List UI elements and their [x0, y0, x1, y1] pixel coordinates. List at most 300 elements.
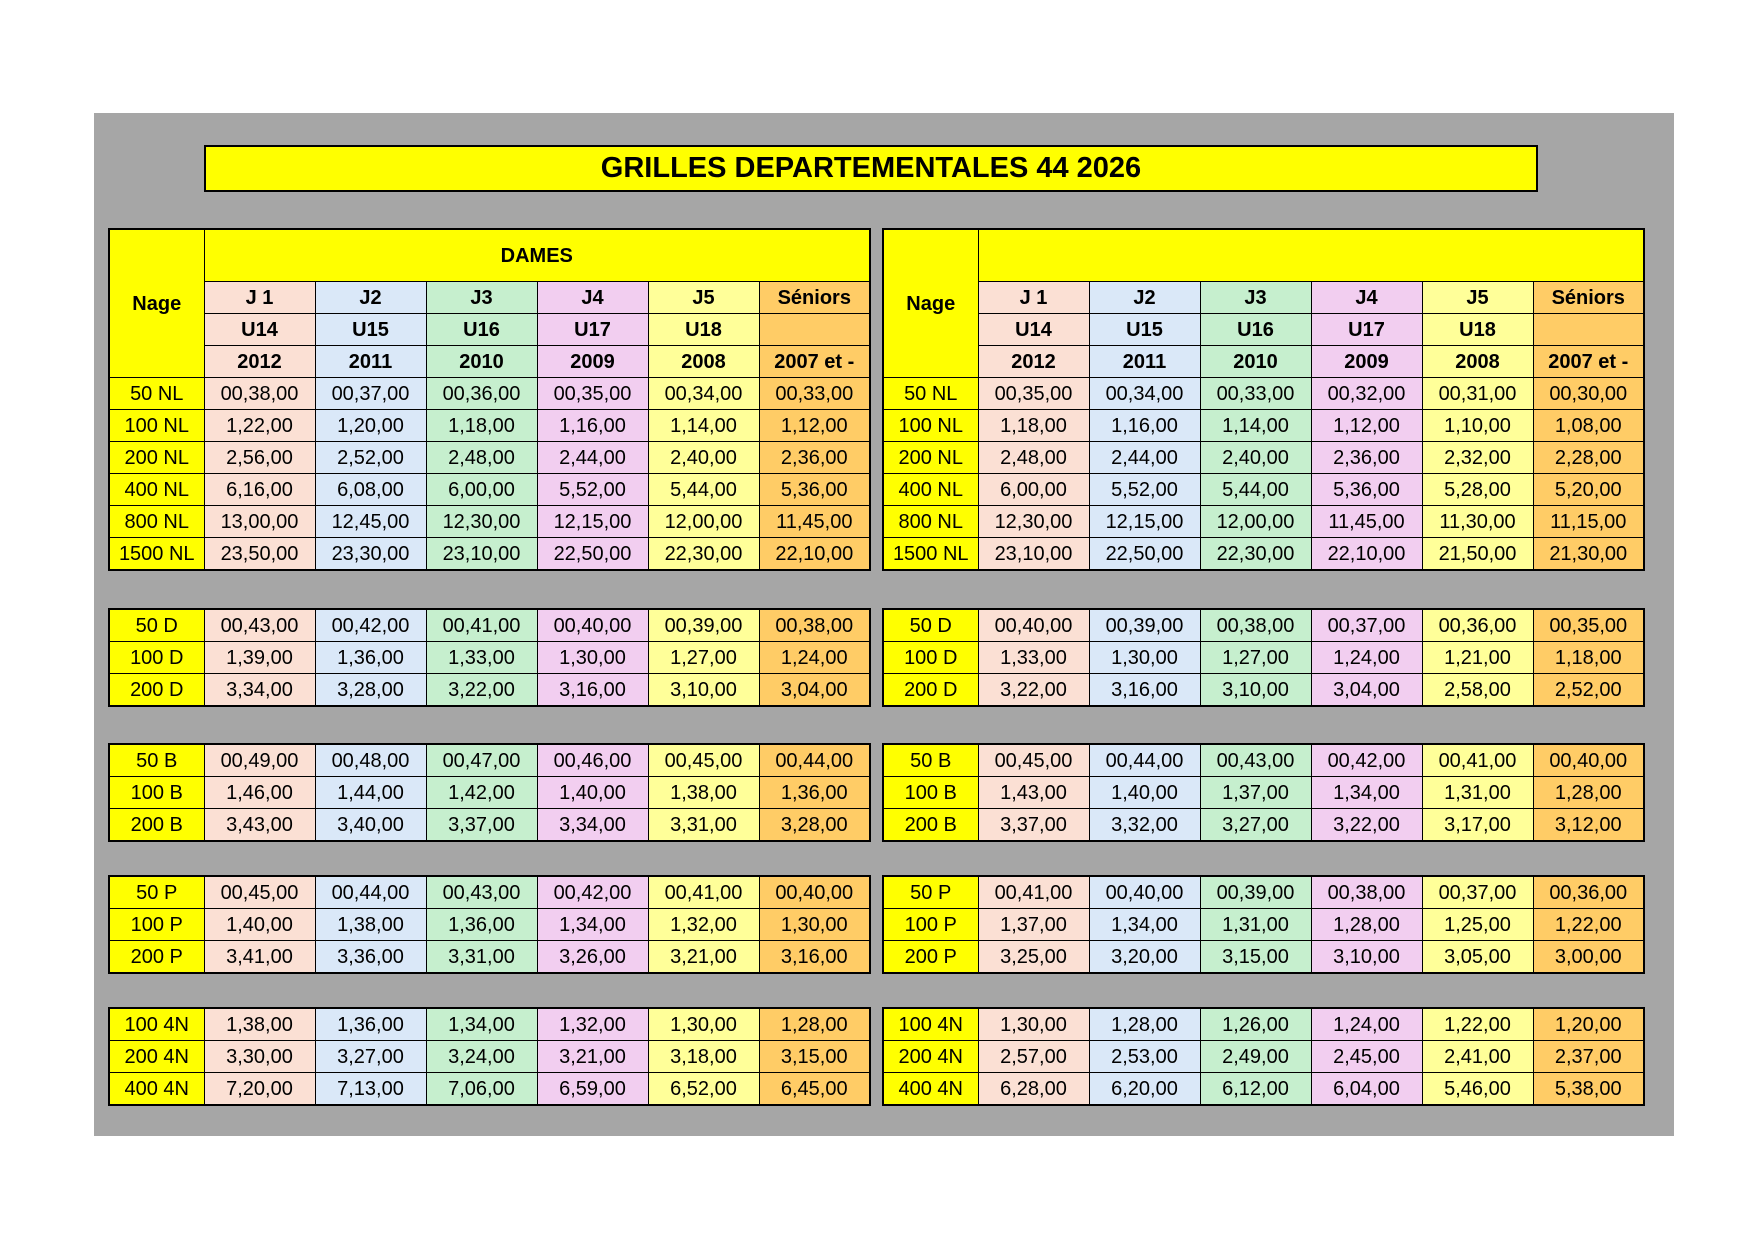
table-row [883, 474, 1644, 506]
time-cell: 1,31,00 [1200, 909, 1311, 941]
time-cell: 1,14,00 [1200, 410, 1311, 442]
nage-label: 100 4N [109, 1008, 204, 1041]
time-cell: 00,47,00 [426, 744, 537, 777]
time-cell: 1,24,00 [1311, 1008, 1422, 1041]
time-cell: 2,57,00 [978, 1041, 1089, 1073]
time-cell: 3,22,00 [1311, 809, 1422, 842]
column-header-u: U18 [1422, 314, 1533, 346]
table-row [883, 1073, 1644, 1106]
column-header-u: U18 [648, 314, 759, 346]
table-row [883, 1041, 1644, 1073]
time-cell: 00,42,00 [1311, 744, 1422, 777]
time-cell: 00,32,00 [1311, 378, 1422, 410]
time-cell: 00,42,00 [315, 609, 426, 642]
right-table-group-1 [882, 608, 1645, 707]
table-row [109, 876, 870, 909]
time-cell: 5,46,00 [1422, 1073, 1533, 1106]
time-cell: 1,43,00 [978, 777, 1089, 809]
table-row [109, 809, 870, 842]
time-cell: 23,50,00 [204, 538, 315, 571]
page-title: GRILLES DEPARTEMENTALES 44 2026 [204, 145, 1538, 192]
time-cell: 5,38,00 [1533, 1073, 1644, 1106]
time-cell: 6,59,00 [537, 1073, 648, 1106]
time-cell: 3,26,00 [537, 941, 648, 974]
time-cell: 5,44,00 [648, 474, 759, 506]
time-cell: 1,22,00 [204, 410, 315, 442]
time-cell: 1,33,00 [978, 642, 1089, 674]
time-cell: 12,00,00 [648, 506, 759, 538]
time-cell: 00,41,00 [648, 876, 759, 909]
time-cell: 3,18,00 [648, 1041, 759, 1073]
time-cell: 5,52,00 [1089, 474, 1200, 506]
nage-label: 100 P [883, 909, 978, 941]
time-cell: 1,14,00 [648, 410, 759, 442]
table-row [883, 941, 1644, 974]
column-header-year: 2012 [204, 346, 315, 378]
time-cell: 2,52,00 [1533, 674, 1644, 707]
time-cell: 00,38,00 [759, 609, 870, 642]
time-cell: 6,00,00 [978, 474, 1089, 506]
nage-label: 200 4N [883, 1041, 978, 1073]
nage-label: 50 NL [109, 378, 204, 410]
time-cell: 00,36,00 [1422, 609, 1533, 642]
table-row [883, 777, 1644, 809]
time-cell: 23,10,00 [426, 538, 537, 571]
time-cell: 00,41,00 [978, 876, 1089, 909]
time-cell: 1,40,00 [537, 777, 648, 809]
time-cell: 3,36,00 [315, 941, 426, 974]
nage-label: 800 NL [883, 506, 978, 538]
time-cell: 1,36,00 [426, 909, 537, 941]
nage-label: 200 P [883, 941, 978, 974]
time-cell: 6,52,00 [648, 1073, 759, 1106]
column-header-j: Séniors [1533, 282, 1644, 314]
time-cell: 1,37,00 [978, 909, 1089, 941]
time-cell: 3,17,00 [1422, 809, 1533, 842]
column-header-j: J 1 [204, 282, 315, 314]
time-cell: 22,50,00 [537, 538, 648, 571]
table-row [109, 777, 870, 809]
time-cell: 12,30,00 [426, 506, 537, 538]
nage-label: 1500 NL [109, 538, 204, 571]
time-cell: 2,32,00 [1422, 442, 1533, 474]
table-row [883, 744, 1644, 777]
time-cell: 1,32,00 [648, 909, 759, 941]
time-cell: 3,40,00 [315, 809, 426, 842]
time-cell: 1,40,00 [1089, 777, 1200, 809]
time-cell: 00,40,00 [537, 609, 648, 642]
time-cell: 6,12,00 [1200, 1073, 1311, 1106]
nage-label: 50 B [883, 744, 978, 777]
time-cell: 3,31,00 [426, 941, 537, 974]
nage-label: 400 NL [883, 474, 978, 506]
time-cell: 12,15,00 [1089, 506, 1200, 538]
time-cell: 7,13,00 [315, 1073, 426, 1106]
table-row [883, 410, 1644, 442]
time-cell: 3,21,00 [537, 1041, 648, 1073]
nage-label: 100 P [109, 909, 204, 941]
time-cell: 1,22,00 [1533, 909, 1644, 941]
time-cell: 00,38,00 [1200, 609, 1311, 642]
nage-label: 200 D [109, 674, 204, 707]
time-cell: 2,52,00 [315, 442, 426, 474]
time-cell: 2,45,00 [1311, 1041, 1422, 1073]
nage-label: 50 D [883, 609, 978, 642]
time-cell: 1,20,00 [315, 410, 426, 442]
time-cell: 6,16,00 [204, 474, 315, 506]
time-cell: 1,34,00 [426, 1008, 537, 1041]
column-header-u [759, 314, 870, 346]
time-cell: 1,28,00 [1533, 777, 1644, 809]
time-cell: 21,30,00 [1533, 538, 1644, 571]
time-cell: 1,10,00 [1422, 410, 1533, 442]
column-header-year: 2009 [1311, 346, 1422, 378]
time-cell: 00,43,00 [204, 609, 315, 642]
nage-label: 50 NL [883, 378, 978, 410]
table-row [109, 674, 870, 707]
time-cell: 3,16,00 [1089, 674, 1200, 707]
time-cell: 1,34,00 [1089, 909, 1200, 941]
time-cell: 3,43,00 [204, 809, 315, 842]
column-header-j: J3 [1200, 282, 1311, 314]
table-row [883, 378, 1644, 410]
table-row [883, 442, 1644, 474]
time-cell: 1,42,00 [426, 777, 537, 809]
time-cell: 2,49,00 [1200, 1041, 1311, 1073]
table-row [883, 642, 1644, 674]
column-header-year: 2011 [1089, 346, 1200, 378]
time-cell: 00,34,00 [648, 378, 759, 410]
nage-label: 1500 NL [883, 538, 978, 571]
time-cell: 00,31,00 [1422, 378, 1533, 410]
right-table-group-2 [882, 743, 1645, 842]
time-cell: 1,27,00 [648, 642, 759, 674]
table-row [109, 1008, 870, 1041]
time-cell: 3,28,00 [315, 674, 426, 707]
time-cell: 00,30,00 [1533, 378, 1644, 410]
right-table-group-4 [882, 1007, 1645, 1106]
time-cell: 00,39,00 [648, 609, 759, 642]
time-cell: 5,36,00 [1311, 474, 1422, 506]
nage-label: 200 P [109, 941, 204, 974]
time-cell: 2,48,00 [426, 442, 537, 474]
column-header-year: 2008 [648, 346, 759, 378]
time-cell: 1,25,00 [1422, 909, 1533, 941]
time-cell: 00,39,00 [1200, 876, 1311, 909]
time-cell: 3,37,00 [426, 809, 537, 842]
nage-label: 200 NL [883, 442, 978, 474]
time-cell: 2,28,00 [1533, 442, 1644, 474]
left-table-group-1 [108, 608, 871, 707]
table-row [109, 474, 870, 506]
time-cell: 3,15,00 [759, 1041, 870, 1073]
time-cell: 00,46,00 [537, 744, 648, 777]
time-cell: 2,44,00 [537, 442, 648, 474]
left-table-nl [108, 228, 871, 571]
column-header-year: 2009 [537, 346, 648, 378]
time-cell: 3,04,00 [1311, 674, 1422, 707]
nage-label: 200 NL [109, 442, 204, 474]
right-table-nl [882, 228, 1645, 571]
time-cell: 1,28,00 [759, 1008, 870, 1041]
column-header-j: J3 [426, 282, 537, 314]
time-cell: 11,15,00 [1533, 506, 1644, 538]
time-cell: 1,24,00 [1311, 642, 1422, 674]
time-cell: 1,39,00 [204, 642, 315, 674]
time-cell: 1,30,00 [978, 1008, 1089, 1041]
column-header-year: 2011 [315, 346, 426, 378]
time-cell: 00,43,00 [426, 876, 537, 909]
time-cell: 3,16,00 [537, 674, 648, 707]
nage-label: 50 D [109, 609, 204, 642]
table-row [109, 1073, 870, 1106]
table-row [883, 538, 1644, 571]
nage-header: Nage [109, 229, 204, 378]
time-cell: 3,41,00 [204, 941, 315, 974]
time-cell: 12,15,00 [537, 506, 648, 538]
column-header-j: J4 [537, 282, 648, 314]
time-cell: 1,28,00 [1089, 1008, 1200, 1041]
time-cell: 00,34,00 [1089, 378, 1200, 410]
time-cell: 1,12,00 [759, 410, 870, 442]
time-cell: 1,34,00 [1311, 777, 1422, 809]
time-cell: 3,37,00 [978, 809, 1089, 842]
column-header-year: 2010 [426, 346, 537, 378]
column-header-j: J5 [1422, 282, 1533, 314]
right-gender-header [978, 229, 1644, 282]
left-table-group-2 [108, 743, 871, 842]
table-row [109, 506, 870, 538]
time-cell: 3,25,00 [978, 941, 1089, 974]
time-cell: 3,16,00 [759, 941, 870, 974]
time-cell: 2,36,00 [1311, 442, 1422, 474]
table-row [109, 642, 870, 674]
time-cell: 1,38,00 [648, 777, 759, 809]
time-cell: 1,30,00 [537, 642, 648, 674]
time-cell: 5,52,00 [537, 474, 648, 506]
nage-label: 100 B [883, 777, 978, 809]
time-cell: 3,21,00 [648, 941, 759, 974]
table-row [109, 378, 870, 410]
time-cell: 3,04,00 [759, 674, 870, 707]
table-row [883, 876, 1644, 909]
nage-label: 400 4N [883, 1073, 978, 1106]
time-cell: 2,44,00 [1089, 442, 1200, 474]
time-cell: 12,00,00 [1200, 506, 1311, 538]
table-row [109, 442, 870, 474]
time-cell: 2,41,00 [1422, 1041, 1533, 1073]
nage-label: 50 P [109, 876, 204, 909]
time-cell: 3,27,00 [1200, 809, 1311, 842]
time-cell: 12,30,00 [978, 506, 1089, 538]
time-cell: 22,50,00 [1089, 538, 1200, 571]
time-cell: 3,22,00 [978, 674, 1089, 707]
time-cell: 1,30,00 [759, 909, 870, 941]
table-row [109, 410, 870, 442]
time-cell: 1,16,00 [1089, 410, 1200, 442]
column-header-u: U14 [204, 314, 315, 346]
time-cell: 00,44,00 [759, 744, 870, 777]
time-cell: 1,27,00 [1200, 642, 1311, 674]
table-row [883, 674, 1644, 707]
column-header-j: J 1 [978, 282, 1089, 314]
time-cell: 5,36,00 [759, 474, 870, 506]
time-cell: 00,40,00 [1089, 876, 1200, 909]
table-row [109, 1041, 870, 1073]
time-cell: 7,06,00 [426, 1073, 537, 1106]
time-cell: 2,48,00 [978, 442, 1089, 474]
time-cell: 7,20,00 [204, 1073, 315, 1106]
time-cell: 1,28,00 [1311, 909, 1422, 941]
right-table-group-3 [882, 875, 1645, 974]
time-cell: 00,35,00 [978, 378, 1089, 410]
time-cell: 2,40,00 [648, 442, 759, 474]
time-cell: 22,10,00 [1311, 538, 1422, 571]
column-header-u: U17 [1311, 314, 1422, 346]
time-cell: 1,38,00 [315, 909, 426, 941]
table-row [883, 909, 1644, 941]
time-cell: 1,36,00 [759, 777, 870, 809]
nage-label: 100 D [109, 642, 204, 674]
column-header-j: J4 [1311, 282, 1422, 314]
nage-label: 50 B [109, 744, 204, 777]
time-cell: 3,12,00 [1533, 809, 1644, 842]
time-cell: 1,33,00 [426, 642, 537, 674]
time-cell: 00,44,00 [1089, 744, 1200, 777]
time-cell: 2,58,00 [1422, 674, 1533, 707]
time-cell: 00,40,00 [978, 609, 1089, 642]
time-cell: 3,05,00 [1422, 941, 1533, 974]
time-cell: 00,40,00 [759, 876, 870, 909]
column-header-j: J2 [315, 282, 426, 314]
nage-label: 100 D [883, 642, 978, 674]
time-cell: 11,45,00 [1311, 506, 1422, 538]
time-cell: 22,10,00 [759, 538, 870, 571]
time-cell: 00,42,00 [537, 876, 648, 909]
left-table-group-4 [108, 1007, 871, 1106]
time-cell: 1,08,00 [1533, 410, 1644, 442]
time-cell: 00,41,00 [426, 609, 537, 642]
time-cell: 3,34,00 [204, 674, 315, 707]
time-cell: 6,08,00 [315, 474, 426, 506]
table-row [109, 538, 870, 571]
time-cell: 22,30,00 [1200, 538, 1311, 571]
sheet-background [94, 113, 1674, 1136]
nage-label: 200 D [883, 674, 978, 707]
nage-label: 100 NL [109, 410, 204, 442]
time-cell: 6,45,00 [759, 1073, 870, 1106]
time-cell: 2,37,00 [1533, 1041, 1644, 1073]
time-cell: 6,04,00 [1311, 1073, 1422, 1106]
time-cell: 11,30,00 [1422, 506, 1533, 538]
time-cell: 00,33,00 [1200, 378, 1311, 410]
time-cell: 11,45,00 [759, 506, 870, 538]
time-cell: 1,18,00 [426, 410, 537, 442]
left-gender-header: DAMES [204, 229, 870, 282]
column-header-j: J5 [648, 282, 759, 314]
table-row [109, 609, 870, 642]
column-header-j: Séniors [759, 282, 870, 314]
column-header-u: U16 [426, 314, 537, 346]
time-cell: 00,35,00 [537, 378, 648, 410]
time-cell: 00,35,00 [1533, 609, 1644, 642]
time-cell: 00,37,00 [1311, 609, 1422, 642]
time-cell: 1,36,00 [315, 642, 426, 674]
time-cell: 3,24,00 [426, 1041, 537, 1073]
table-row [109, 909, 870, 941]
time-cell: 00,37,00 [1422, 876, 1533, 909]
time-cell: 1,46,00 [204, 777, 315, 809]
time-cell: 1,30,00 [1089, 642, 1200, 674]
time-cell: 13,00,00 [204, 506, 315, 538]
time-cell: 00,45,00 [204, 876, 315, 909]
time-cell: 00,36,00 [1533, 876, 1644, 909]
time-cell: 22,30,00 [648, 538, 759, 571]
time-cell: 1,12,00 [1311, 410, 1422, 442]
time-cell: 00,38,00 [204, 378, 315, 410]
time-cell: 3,10,00 [648, 674, 759, 707]
column-header-u: U16 [1200, 314, 1311, 346]
time-cell: 2,40,00 [1200, 442, 1311, 474]
time-cell: 23,30,00 [315, 538, 426, 571]
time-cell: 1,40,00 [204, 909, 315, 941]
time-cell: 00,43,00 [1200, 744, 1311, 777]
time-cell: 00,38,00 [1311, 876, 1422, 909]
time-cell: 00,33,00 [759, 378, 870, 410]
time-cell: 00,36,00 [426, 378, 537, 410]
time-cell: 00,39,00 [1089, 609, 1200, 642]
time-cell: 3,27,00 [315, 1041, 426, 1073]
time-cell: 1,24,00 [759, 642, 870, 674]
column-header-year: 2012 [978, 346, 1089, 378]
column-header-u: U14 [978, 314, 1089, 346]
time-cell: 3,10,00 [1311, 941, 1422, 974]
time-cell: 21,50,00 [1422, 538, 1533, 571]
time-cell: 00,44,00 [315, 876, 426, 909]
time-cell: 3,10,00 [1200, 674, 1311, 707]
nage-label: 800 NL [109, 506, 204, 538]
nage-label: 50 P [883, 876, 978, 909]
column-header-u: U15 [1089, 314, 1200, 346]
time-cell: 1,31,00 [1422, 777, 1533, 809]
time-cell: 00,37,00 [315, 378, 426, 410]
column-header-year: 2008 [1422, 346, 1533, 378]
column-header-year: 2007 et - [759, 346, 870, 378]
time-cell: 5,44,00 [1200, 474, 1311, 506]
column-header-year: 2007 et - [1533, 346, 1644, 378]
nage-label: 400 NL [109, 474, 204, 506]
nage-label: 200 B [109, 809, 204, 842]
left-table-group-3 [108, 875, 871, 974]
time-cell: 1,38,00 [204, 1008, 315, 1041]
time-cell: 3,30,00 [204, 1041, 315, 1073]
time-cell: 5,20,00 [1533, 474, 1644, 506]
table-row [883, 609, 1644, 642]
table-row [109, 941, 870, 974]
time-cell: 1,18,00 [978, 410, 1089, 442]
time-cell: 1,44,00 [315, 777, 426, 809]
nage-label: 200 4N [109, 1041, 204, 1073]
time-cell: 00,41,00 [1422, 744, 1533, 777]
time-cell: 1,16,00 [537, 410, 648, 442]
time-cell: 00,45,00 [648, 744, 759, 777]
nage-label: 400 4N [109, 1073, 204, 1106]
column-header-u [1533, 314, 1644, 346]
table-row [109, 744, 870, 777]
time-cell: 23,10,00 [978, 538, 1089, 571]
time-cell: 1,34,00 [537, 909, 648, 941]
time-cell: 1,32,00 [537, 1008, 648, 1041]
